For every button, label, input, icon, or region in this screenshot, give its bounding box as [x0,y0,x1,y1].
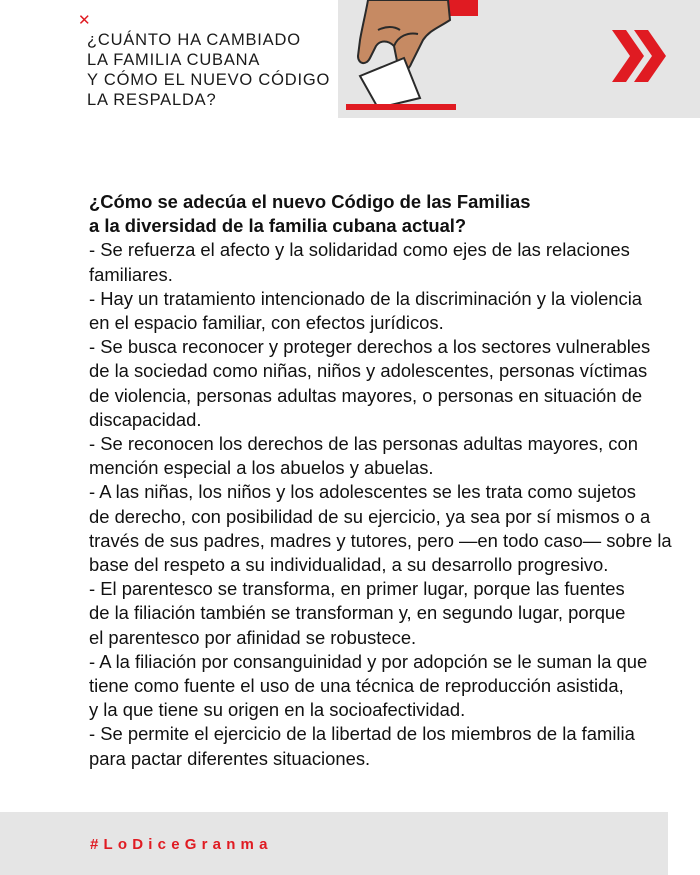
body-line: mención especial a los abuelos y abuelas. [89,457,434,479]
body-line: - A las niñas, los niños y los adolescentes se les trata como sujetos [89,481,636,503]
body-line: base del respeto a su individualidad, a su desarrollo progresivo. [89,554,609,576]
body-line: familiares. [89,263,173,285]
body-line: de violencia, personas adultas mayores, o personas en situación de [89,384,643,406]
question-line: ¿Cómo se adecúa el nuevo Código de las Familias [89,191,531,212]
hand-voting-ballot-icon [338,0,478,118]
question-line: a la diversidad de la familia cubana actual? [89,215,467,237]
x-mark-icon: ✕ [78,12,91,29]
body-line: el parentesco por afinidad se robustece. [89,626,417,648]
body-line: - Se busca reconocer y proteger derechos a los sectores vulnerables [89,336,651,358]
double-chevron-right-icon [612,30,668,82]
body-line: en el espacio familiar, con efectos jurídicos. [89,312,444,334]
body-line: través de sus padres, madres y tutores, pero —en todo caso— sobre la [89,529,672,551]
body-line: tiene como fuente el uso de una técnica de reproducción asistida, [89,675,624,697]
body-line: - Se reconocen los derechos de las personas adultas mayores, con [89,433,638,455]
title-line: LA RESPALDA? [87,91,217,109]
header [0,0,700,118]
article-body [89,190,679,771]
body-line: y la que tiene su origen en la socioafectividad. [89,699,466,721]
body-line: - El parentesco se transforma, en primer lugar, porque las fuentes [89,578,625,600]
page-title [87,30,347,110]
body-line: discapacidad. [89,408,202,430]
body-line: - Se permite el ejercicio de la libertad de los miembros de la familia [89,723,635,745]
body-line: de la sociedad como niñas, niños y adolescentes, personas víctimas [89,360,648,382]
hashtag: #LoDiceGranma [90,836,273,853]
title-line: LA FAMILIA CUBANA [87,51,261,69]
body-line: para pactar diferentes situaciones. [89,747,371,769]
body-line: de la filiación también se transforman y, en segundo lugar, porque [89,602,626,624]
title-line: Y CÓMO EL NUEVO CÓDIGO [87,71,331,89]
body-line: - A la filiación por consanguinidad y por adopción se le suman la que [89,650,648,672]
body-line: de derecho, con posibilidad de su ejercicio, ya sea por sí mismos o a [89,505,651,527]
body-line: - Hay un tratamiento intencionado de la discriminación y la violencia [89,287,643,309]
body-line: - Se refuerza el afecto y la solidaridad como ejes de las relaciones [89,239,630,261]
title-line: ¿CUÁNTO HA CAMBIADO [87,31,301,49]
